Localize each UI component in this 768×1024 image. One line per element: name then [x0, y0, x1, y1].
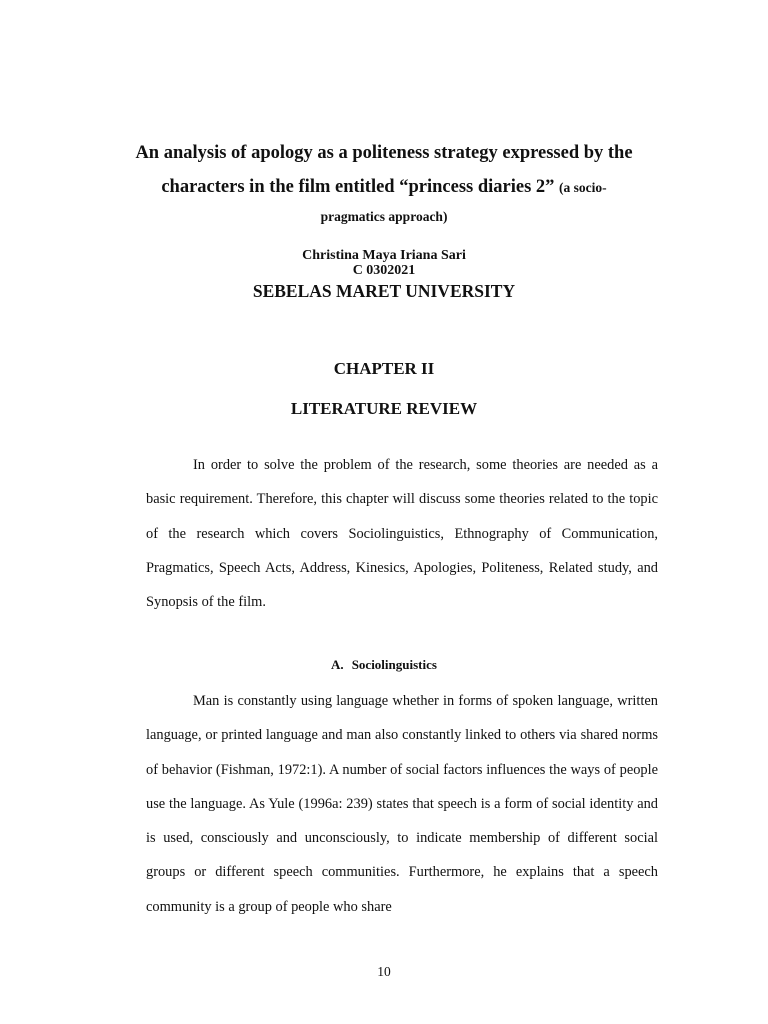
section-paragraph: Man is constantly using language whether in forms of spoken language, written language, or printed language and man also constantly linked to others via shared norms of behavior (Fishman, 1972:1). A number of social factors influences the ways of people use the language. As Yule (1996a: 239) states that speech is a form of social identity and is used, consciously and unconsciously, to indicate membership of different social groups or different speech communities. Furthermore, he explains that a speech community is a group of people who share: [146, 693, 658, 915]
author-name: Christina Maya Iriana Sari: [302, 248, 466, 263]
university-name: SEBELAS MARET UNIVERSITY: [252, 281, 516, 301]
title-line-2: [0, 170, 768, 205]
document-title: [0, 136, 768, 227]
student-id: C 0302021: [352, 263, 416, 278]
page-number: 10: [377, 964, 391, 979]
author-block: [0, 248, 768, 278]
title-line-3: pragmatics approach): [320, 209, 448, 224]
title-line-1: An analysis of apology as a politeness strategy expressed by the: [135, 143, 633, 163]
intro-paragraph: In order to solve the problem of the research, some theories are needed as a basic requirement. Therefore, this chapter will discuss some theories related to the topic of the research which covers Sociolinguistics, Ethnography of Communication, Pragmatics, Speech Acts, Address, Kinesics, Apologies, Politeness, Related study, and Synopsis of the film.: [146, 457, 658, 611]
section-number: A.: [331, 657, 344, 672]
section-title: Sociolinguistics: [351, 657, 437, 672]
section-heading: [0, 657, 768, 673]
chapter-heading: CHAPTER II: [333, 359, 435, 378]
title-line-2-main: characters in the film entitled “princess diaries 2”: [161, 177, 555, 197]
title-line-2-small: (a socio-: [559, 180, 607, 195]
chapter-title: LITERATURE REVIEW: [290, 399, 478, 418]
